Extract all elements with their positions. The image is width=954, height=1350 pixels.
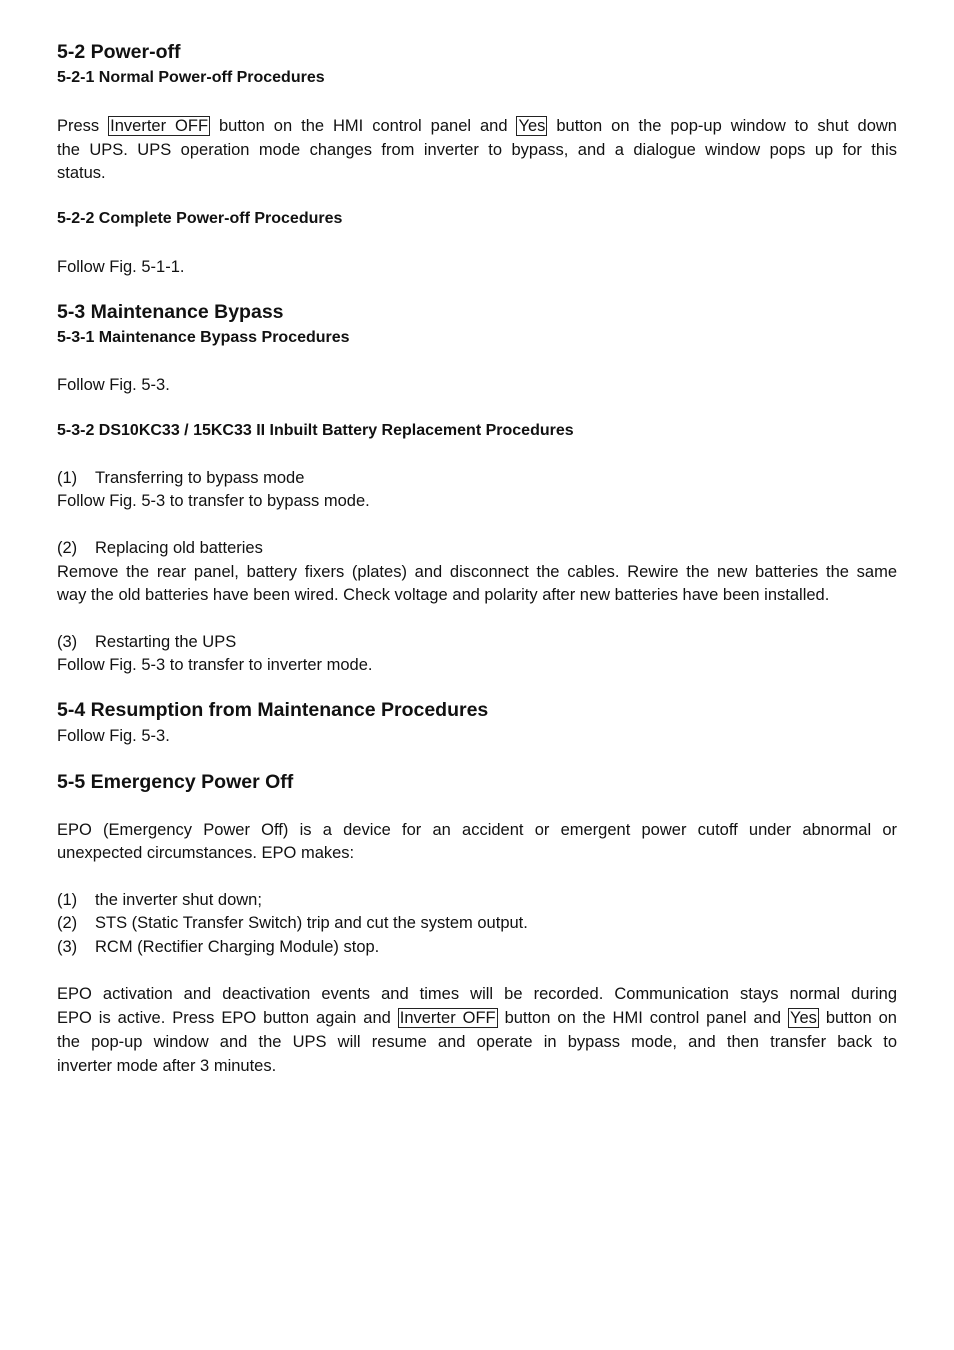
step-1-title bbox=[57, 468, 897, 488]
step-3-title bbox=[57, 632, 897, 652]
step-title: Replacing old batteries bbox=[95, 539, 263, 557]
section-5-2-heading: 5-2 Power-off bbox=[57, 41, 181, 63]
text-run: button on the HMI control panel and bbox=[504, 1009, 782, 1027]
step-number: (3) bbox=[57, 633, 78, 651]
text-run: button on bbox=[825, 1009, 897, 1027]
section-5-4-heading: 5-4 Resumption from Maintenance Procedures bbox=[57, 699, 489, 721]
step-2-title bbox=[57, 538, 897, 558]
epo-closing-line-4: inverter mode after 3 minutes. bbox=[57, 1057, 277, 1075]
item-number: (2) bbox=[57, 914, 78, 932]
step-number: (1) bbox=[57, 469, 78, 487]
inverter-off-button-ref: Inverter OFF bbox=[399, 1009, 496, 1027]
section-5-3-1-heading: 5-3-1 Maintenance Bypass Procedures bbox=[57, 329, 350, 346]
section-5-3-1-body: Follow Fig. 5-3. bbox=[57, 376, 170, 394]
item-number: (1) bbox=[57, 891, 78, 909]
section-5-2-1-line-2: the UPS. UPS operation mode changes from inverter to bypass, and a dialogue window pops up for this bbox=[57, 141, 897, 159]
section-5-2-2-heading: 5-2-2 Complete Power-off Procedures bbox=[57, 210, 343, 227]
section-5-2-1-heading: 5-2-1 Normal Power-off Procedures bbox=[57, 69, 325, 86]
step-1-body: Follow Fig. 5-3 to transfer to bypass mode. bbox=[57, 492, 370, 510]
item-text: the inverter shut down; bbox=[95, 891, 262, 909]
epo-closing-line-1: EPO activation and deactivation events and times will be recorded. Communication stays normal during bbox=[57, 985, 897, 1003]
item-text: RCM (Rectifier Charging Module) stop. bbox=[95, 938, 380, 956]
step-2-body-line-2: way the old batteries have been wired. Check voltage and polarity after new batteries have been installed. bbox=[57, 586, 830, 604]
section-5-5-heading: 5-5 Emergency Power Off bbox=[57, 771, 294, 793]
section-5-2-1-line-3: status. bbox=[57, 164, 106, 182]
step-number: (2) bbox=[57, 539, 78, 557]
section-5-2-2-body: Follow Fig. 5-1-1. bbox=[57, 258, 185, 276]
yes-button-ref: Yes bbox=[518, 117, 546, 135]
item-text: STS (Static Transfer Switch) trip and cut the system output. bbox=[95, 914, 528, 932]
step-3-body: Follow Fig. 5-3 to transfer to inverter mode. bbox=[57, 656, 373, 674]
inverter-off-button-ref: Inverter OFF bbox=[110, 117, 209, 135]
epo-item-3 bbox=[57, 937, 897, 957]
epo-intro-line-2: unexpected circumstances. EPO makes: bbox=[57, 844, 355, 862]
yes-button-ref: Yes bbox=[789, 1009, 817, 1027]
epo-intro-line-1: EPO (Emergency Power Off) is a device for an accident or emergent power cutoff under abnormal or bbox=[57, 821, 897, 839]
text-run: button on the pop-up window to shut down bbox=[556, 117, 897, 135]
step-2-body-line-1: Remove the rear panel, battery fixers (plates) and disconnect the cables. Rewire the new batteries the same bbox=[57, 563, 897, 581]
section-5-3-heading: 5-3 Maintenance Bypass bbox=[57, 301, 284, 323]
epo-closing-line-2 bbox=[57, 1008, 897, 1028]
step-title: Transferring to bypass mode bbox=[95, 469, 305, 487]
text-run: Press bbox=[57, 117, 100, 135]
item-number: (3) bbox=[57, 938, 78, 956]
section-5-4-body: Follow Fig. 5-3. bbox=[57, 727, 170, 745]
epo-closing-line-3: the pop-up window and the UPS will resume and operate in bypass mode, and then transfer back to bbox=[57, 1033, 897, 1051]
section-5-2-1-line-1 bbox=[57, 116, 897, 136]
text-run: button on the HMI control panel and bbox=[218, 117, 508, 135]
section-5-3-2-heading: 5-3-2 DS10KC33 / 15KC33 II Inbuilt Battery Replacement Procedures bbox=[57, 422, 574, 439]
text-run: EPO is active. Press EPO button again and bbox=[57, 1009, 391, 1027]
epo-item-1 bbox=[57, 890, 897, 910]
step-title: Restarting the UPS bbox=[95, 633, 237, 651]
epo-item-2 bbox=[57, 913, 897, 933]
